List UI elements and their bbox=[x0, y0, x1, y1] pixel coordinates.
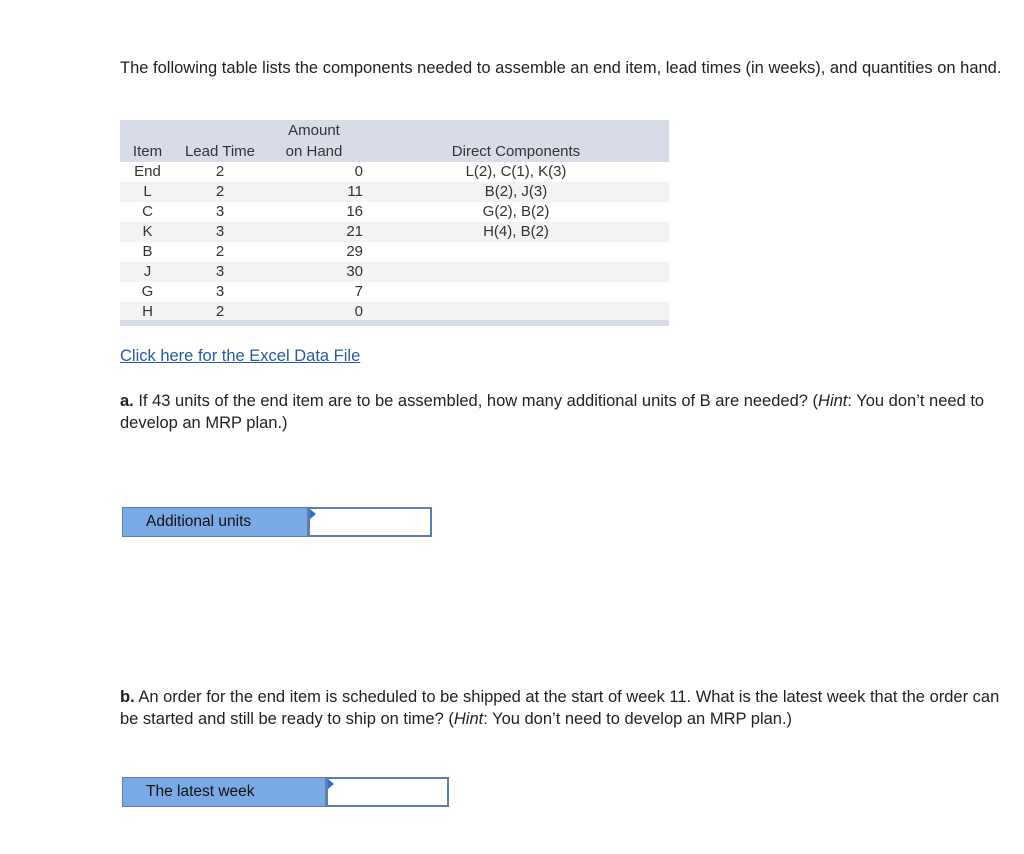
cell-item: H bbox=[142, 303, 153, 320]
cell-direct-components bbox=[363, 302, 669, 322]
cell-direct-components: B(2), J(3) bbox=[484, 183, 548, 200]
cell-amount-on-hand: 0 bbox=[354, 303, 363, 320]
cell-amount-on-hand: 11 bbox=[347, 183, 363, 200]
cell-direct-components: L(2), C(1), K(3) bbox=[465, 163, 567, 180]
answer-a-label: Additional units bbox=[122, 507, 308, 537]
cell-amount-on-hand: 30 bbox=[346, 263, 363, 280]
cell-item: L bbox=[143, 183, 152, 200]
cell-item: G bbox=[141, 283, 154, 300]
table-header-row bbox=[120, 141, 669, 162]
components-table bbox=[120, 120, 669, 322]
header-item: Item bbox=[132, 143, 163, 160]
table-row bbox=[120, 162, 669, 182]
cell-item: K bbox=[142, 223, 153, 240]
table-row bbox=[120, 302, 669, 322]
header-amount-line2: on Hand bbox=[285, 143, 343, 160]
cell-lead-time: 2 bbox=[215, 303, 225, 320]
question-a-label: a. bbox=[120, 392, 134, 410]
cell-item: B bbox=[142, 243, 153, 260]
table-row bbox=[120, 282, 669, 302]
cell-item: J bbox=[143, 263, 152, 280]
header-amount-line1: Amount bbox=[288, 122, 340, 139]
cell-direct-components bbox=[363, 262, 669, 282]
cell-lead-time: 3 bbox=[215, 203, 225, 220]
answer-b-input[interactable] bbox=[326, 777, 449, 807]
cell-amount-on-hand: 16 bbox=[346, 203, 363, 220]
cell-lead-time: 2 bbox=[215, 163, 225, 180]
cell-lead-time: 2 bbox=[215, 243, 225, 260]
cell-item: End bbox=[134, 163, 161, 180]
question-a-hint: Hint bbox=[818, 392, 848, 410]
question-b-hint: Hint bbox=[453, 710, 484, 728]
header-direct-components: Direct Components bbox=[451, 143, 581, 160]
cell-amount-on-hand: 21 bbox=[346, 223, 363, 240]
cell-lead-time: 2 bbox=[215, 183, 225, 200]
table-row bbox=[120, 242, 669, 262]
table-row bbox=[120, 222, 669, 242]
cell-direct-components bbox=[363, 242, 669, 262]
answer-b-label: The latest week bbox=[122, 777, 326, 807]
cell-direct-components: H(4), B(2) bbox=[483, 223, 549, 240]
table-row bbox=[120, 202, 669, 222]
flag-icon bbox=[328, 779, 334, 789]
question-b bbox=[120, 686, 1010, 730]
table-bottom-bar bbox=[120, 320, 669, 326]
table-row bbox=[120, 262, 669, 282]
question-b-text: An order for the end item is scheduled to be shipped at the start of week 11. What is the latest week that the order can be started and still be ready to ship on time? ( bbox=[120, 688, 1000, 728]
cell-lead-time: 3 bbox=[215, 263, 225, 280]
answer-a-row bbox=[122, 507, 432, 537]
cell-direct-components: G(2), B(2) bbox=[482, 203, 550, 220]
cell-direct-components bbox=[363, 282, 669, 302]
table-header-row bbox=[120, 120, 669, 141]
question-b-label: b. bbox=[120, 688, 135, 706]
question-a-text-end: : You don’t need to develop an MRP plan.) bbox=[120, 392, 985, 432]
cell-lead-time: 3 bbox=[215, 223, 225, 240]
answer-a-input[interactable] bbox=[308, 507, 432, 537]
cell-amount-on-hand: 7 bbox=[354, 283, 363, 300]
cell-lead-time: 3 bbox=[215, 283, 225, 300]
question-b-text-end: : You don’t need to develop an MRP plan.) bbox=[483, 710, 793, 728]
header-lead-time: Lead Time bbox=[184, 143, 256, 160]
cell-amount-on-hand: 0 bbox=[354, 163, 363, 180]
intro-text: The following table lists the components needed to assemble an end item, lead times (in weeks), and quantities on hand. bbox=[120, 59, 1002, 77]
excel-data-link[interactable]: Click here for the Excel Data File bbox=[120, 347, 361, 365]
answer-b-row bbox=[122, 777, 449, 807]
question-a bbox=[120, 390, 1010, 434]
cell-item: C bbox=[142, 203, 153, 220]
flag-icon bbox=[310, 509, 316, 519]
table-row bbox=[120, 182, 669, 202]
cell-amount-on-hand: 29 bbox=[346, 243, 363, 260]
question-a-text: If 43 units of the end item are to be assembled, how many additional units of B are needed? ( bbox=[133, 392, 819, 410]
